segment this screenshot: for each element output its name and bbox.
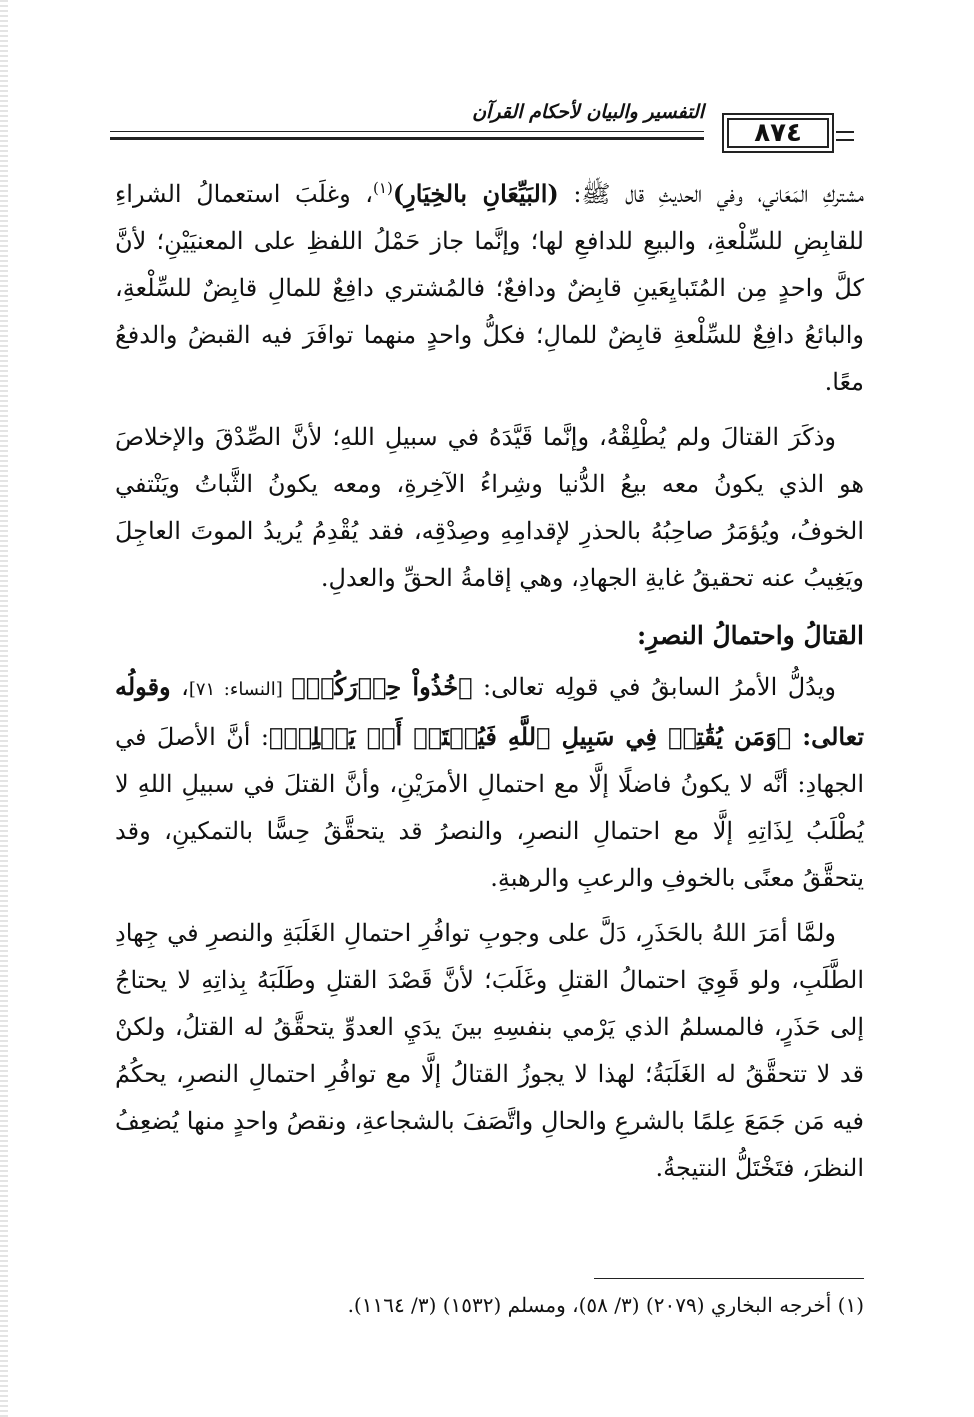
quran-verse-1: ﴿خُذُواْ حِذۡرَكُمۡ﴾ bbox=[291, 672, 473, 701]
footnote-separator bbox=[594, 1278, 864, 1279]
page-box-ornament-line bbox=[836, 139, 854, 141]
running-title: التفسير والبيان لأحكام القرآن bbox=[472, 101, 704, 123]
paragraph-3 bbox=[115, 663, 864, 902]
section-heading: القتالُ واحتمالُ النصرِ: bbox=[636, 621, 864, 650]
header-rule-thin bbox=[110, 131, 704, 132]
page-box-ornament-line bbox=[836, 131, 854, 133]
page-number-box bbox=[722, 113, 834, 153]
header-rule-thick bbox=[110, 137, 704, 140]
paragraph-4: ولمَّا أمَرَ اللهُ بالحَذَرِ، دَلَّ على وجوبِ توافُرِ احتمالِ الغَلَبَةِ والنصرِ في جِهادِ الطَّلَبِ، ولو قَوِيَ احتمالُ القتلِ وغَلَبَ؛ لأنَّ قَصْدَ القتلِ وطَلَبَهُ بِذاتِهِ لا يحتاجُ إلى حَذَرٍ، فالمسلمُ الذي يَرْمي بنفسِهِ بينَ يدَيِ العدوِّ يتحقَّقُ له القتلُ، ولكنْ قد لا تتحقَّقُ له الغَلَبَةُ؛ لهذا لا يجوزُ القتالُ إلَّا مع توافُرِ احتمالِ النصرِ، يحكُمُ فيه مَن جَمَعَ عِلمًا بالشرعِ والحالِ واتَّصَفَ بالشجاعةِ، ونقصُ واحدٍ منها يُضعِفُ النظرَ، فتَخْتَلُّ النتيجةُ. bbox=[115, 919, 864, 1182]
footnote: (١) أخرجه البخاري (٢٠٧٩) (٣/ ٥٨)، ومسلم (١٥٣٢) (٣/ ١١٦٤). bbox=[347, 1293, 864, 1317]
hadith-quote: (البَيِّعَانِ بالخِيَارِ) bbox=[392, 179, 559, 208]
paragraph-3-sep: ، bbox=[170, 673, 189, 701]
main-text bbox=[115, 170, 864, 1200]
paragraph-2: وذكَرَ القتالَ ولم يُطْلِقْهُ، وإنَّما قَيَّدَهُ في سبيلِ اللهِ؛ لأنَّ الصِّدْقَ والإخلاصَ هو الذي يكونُ معه بيعُ الدُّنيا وشِراءُ الآخِرةِ، ومعه يكونُ الثَّباتُ ويَنْتفي الخوفُ، ويُؤمَرُ صاحِبُهُ بالحذرِ لإقدامِهِ وصِدْقِه، فقد يُقْدِمُ يُريدُ الموتَ العاجِلَ ويَغِيبُ عنه تحقيقُ غايةِ الجهادِ، وهي إقامةُ الحقِّ والعدلِ. bbox=[115, 423, 864, 592]
page-number: ٨٧٤ bbox=[754, 118, 802, 148]
paragraph-1-text-b: ، وغلَبَ استعمالُ الشراءِ للقابِضِ للسِّلْعةِ، والبيعِ للدافعِ لها؛ وإنَّما جاز حَمْلُ اللفظِ على المعنيَيْنِ؛ لأنَّ كلَّ واحدٍ مِن المُتَبايِعَينِ قابِضٌ ودافعٌ؛ فالمُشتري دافِعٌ للمالِ قابِضٌ للسِّلْعةِ، والبائعُ دافِعٌ للسِّلْعةِ قابِضٌ للمالِ؛ فكلُّ واحدٍ منهما توافَرَ فيه القبضُ والدفعُ معًا. bbox=[115, 180, 864, 396]
paragraph-1-text-a: مشتركِ المَعَاني، وفي الحديثِ قال ﷺ: bbox=[558, 180, 864, 208]
paragraph-3-text-a: ويدُلُّ الأمرُ السابقُ في قولِه تعالى: bbox=[472, 673, 837, 701]
footnote-marker: (١) bbox=[373, 179, 393, 197]
paragraph-1 bbox=[115, 170, 864, 406]
quran-verse-2: ﴿وَمَن يُقَٰتِلۡ فِي سَبِيلِ ٱللَّهِ فَيُقۡتَلۡ أَوۡ يَغۡلِبۡ﴾ bbox=[268, 722, 792, 751]
paragraph-3-text-b: : أنَّ الأصلَ في الجهادِ: أنَّه لا يكونُ فاضلًا إلَّا مع احتمالِ الأمرَيْنِ، وأنَّ القتلَ في سبيلِ اللهِ لا يُطْلَبُ لِذَاتِهِ إلَّا مع احتمالِ النصرِ، والنصرُ قد يتحقَّقُ حِسًّا بالتمكينِ، وقد يتحقَّقُ معنًى بالخوفِ والرعبِ والرهبةِ. bbox=[115, 723, 864, 892]
paragraph-3-lead: وقولُه تعالى: bbox=[115, 672, 864, 751]
verse-reference: [النساء: ٧١] bbox=[188, 679, 292, 700]
page-header bbox=[110, 95, 854, 155]
scan-edge bbox=[0, 0, 8, 1417]
